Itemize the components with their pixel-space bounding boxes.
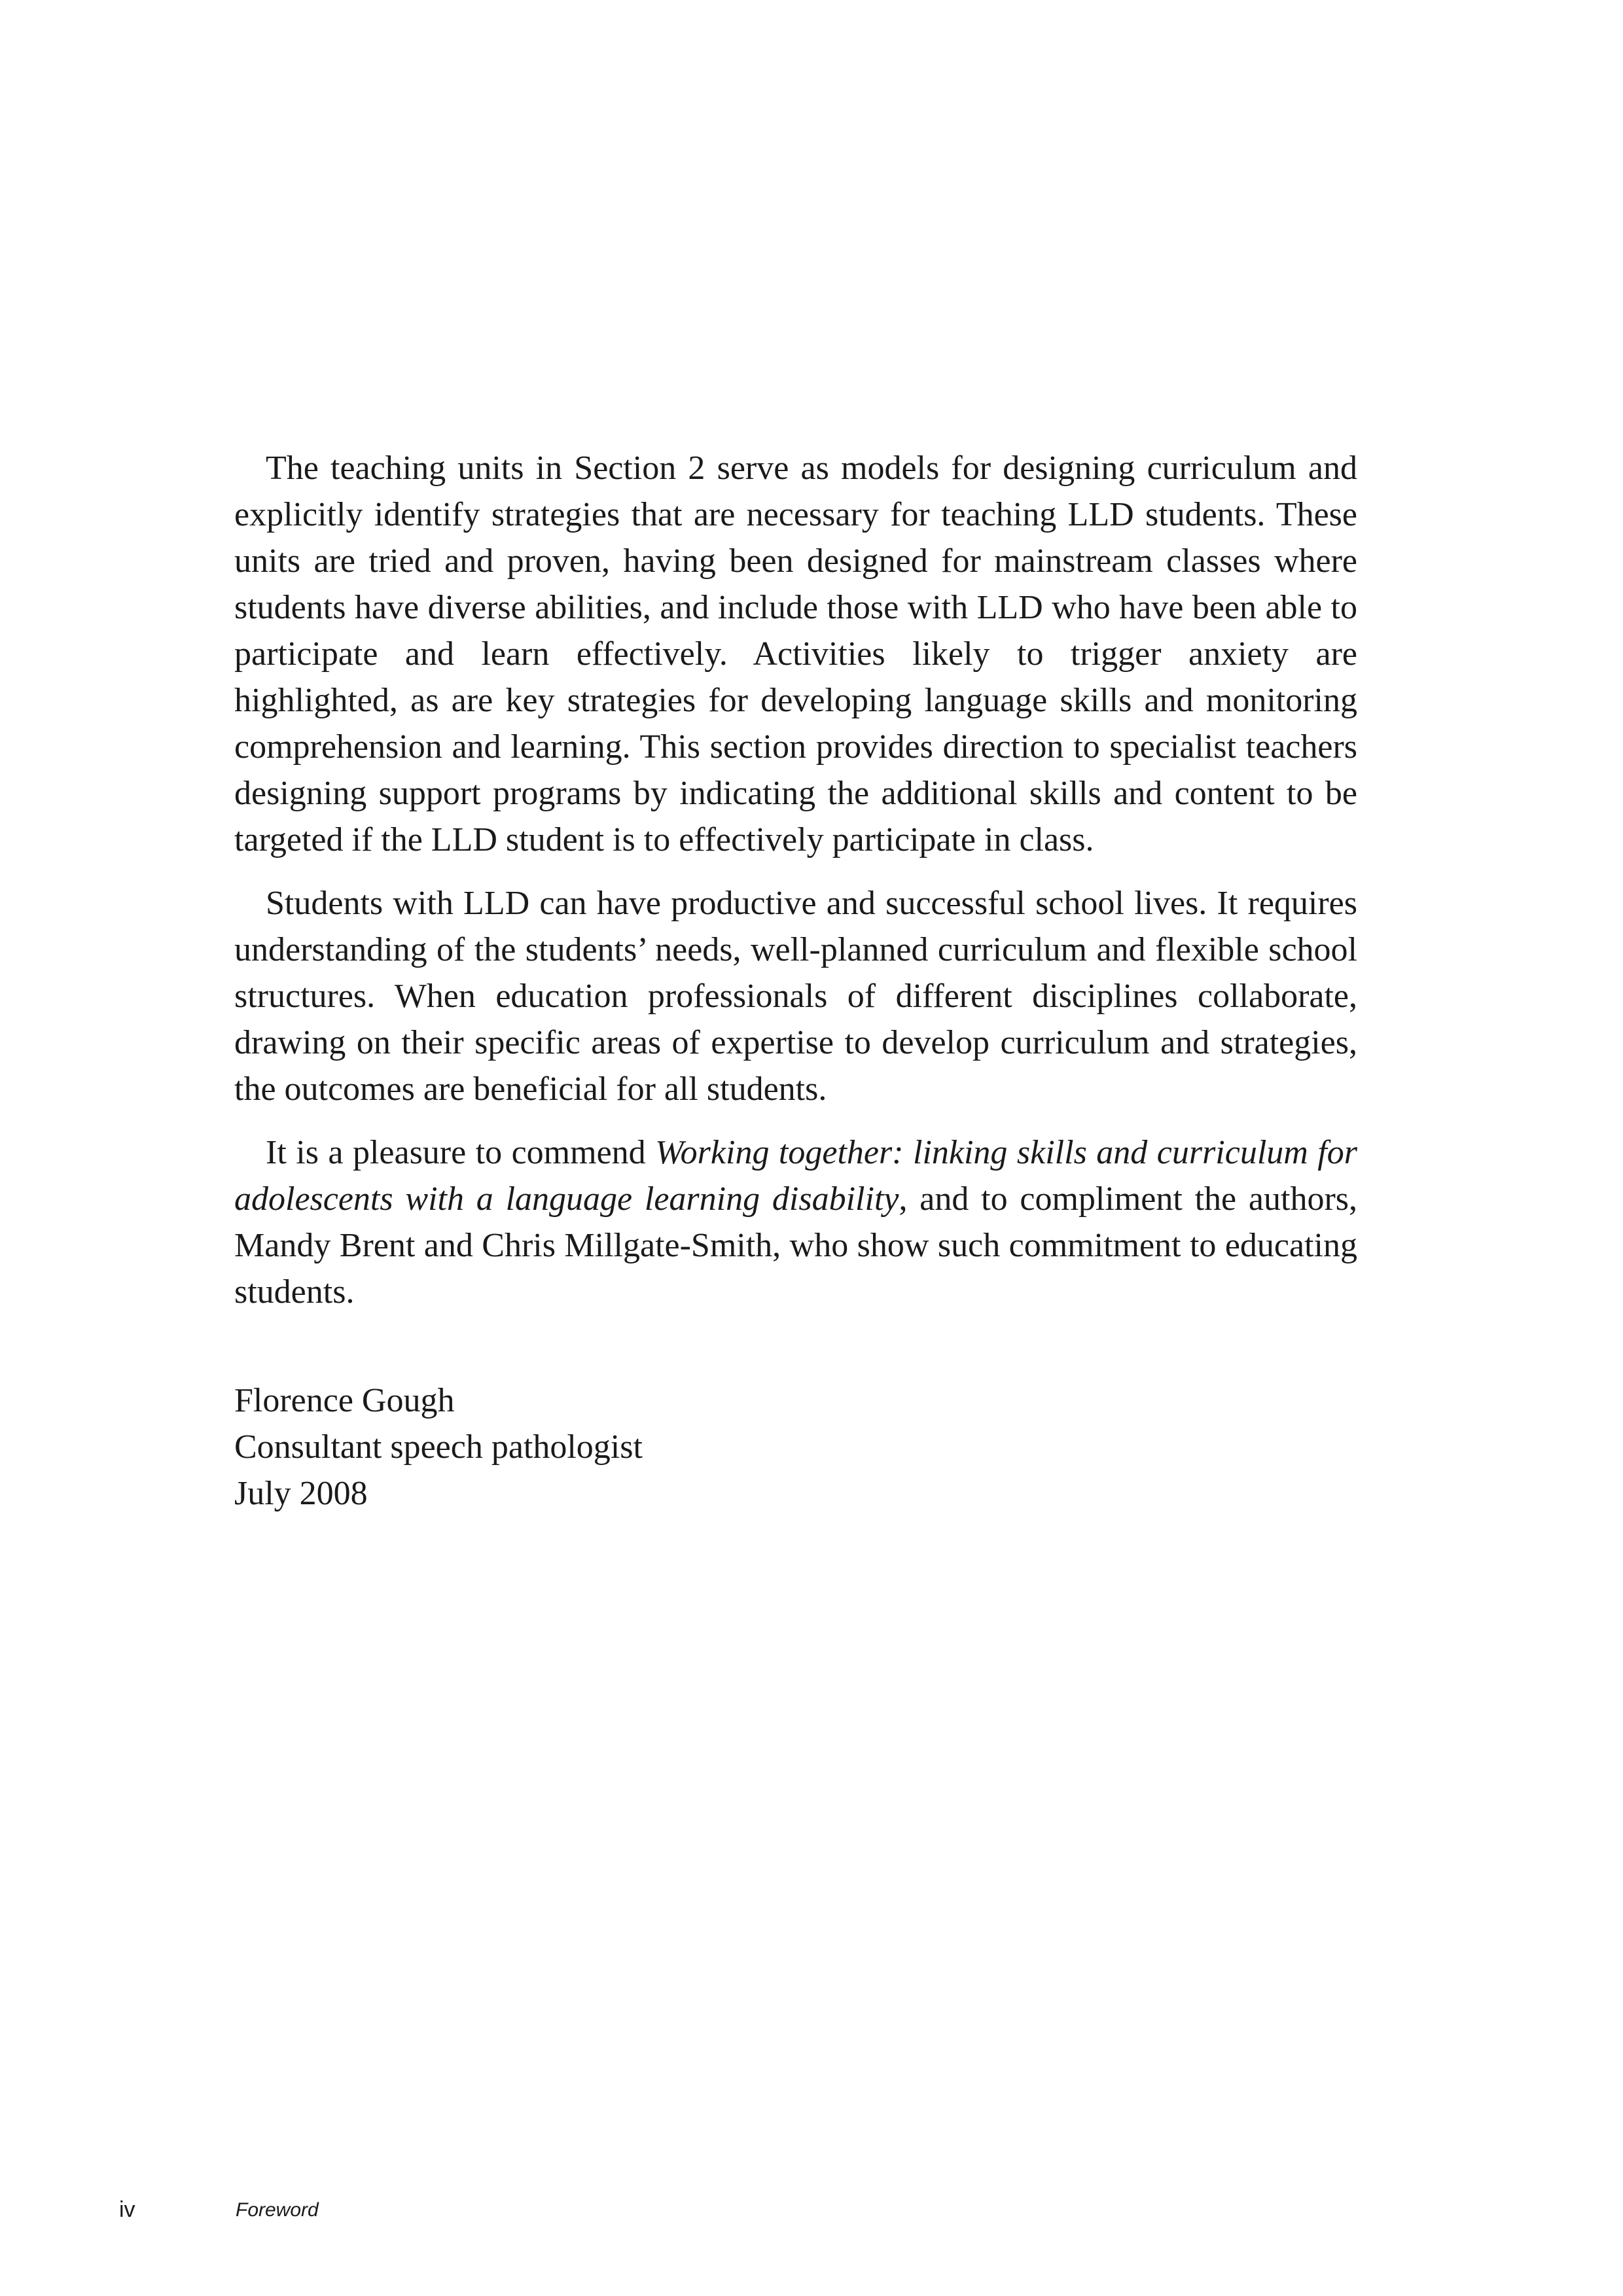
book-title: Working together: linking skills and curriculum for adolescents with a language learning disability <box>234 1134 1357 1218</box>
paragraph-teaching-units: The teaching units in Section 2 serve as models for designing curriculum and explicitly identify strategies that are necessary for teaching LLD students. These units are tried and proven, having been designed for mainstream classes where students have diverse abilities, and include those with LLD who have been able to participate and learn effectively. Activities likely to trigger anxiety are highlighted, as are key strategies for developing language skills and monitoring comprehension and learning. This section provides direction to specialist teachers designing support programs by indicating the additional skills and content to be targeted if the LLD student is to effectively participate in class. <box>234 450 1357 858</box>
signature-role: Consultant speech pathologist <box>234 1428 643 1466</box>
paragraph-commendation <box>234 1129 1357 1315</box>
commendation-rest: , and to compliment the authors, Mandy Brent and Chris Millgate-Smith, who show such commitment to educating students. <box>234 1180 1357 1311</box>
foreword-text <box>234 445 1357 1517</box>
paragraph-students-with-lld: Students with LLD can have productive and successful school lives. It requires understanding of the students’ needs, well-planned curriculum and flexible school structures. When education professionals of different disciplines collaborate, drawing on their specific areas of expertise to develop curriculum and strategies, the outcomes are beneficial for all students. <box>234 885 1357 1108</box>
commendation-lead: It is a pleasure to commend <box>266 1134 656 1171</box>
running-footer-section: Foreword <box>236 2199 319 2221</box>
signature-date: July 2008 <box>234 1475 368 1512</box>
signature-name: Florence Gough <box>234 1382 455 1419</box>
page-number: iv <box>119 2197 135 2222</box>
signature-block <box>234 1377 1357 1517</box>
